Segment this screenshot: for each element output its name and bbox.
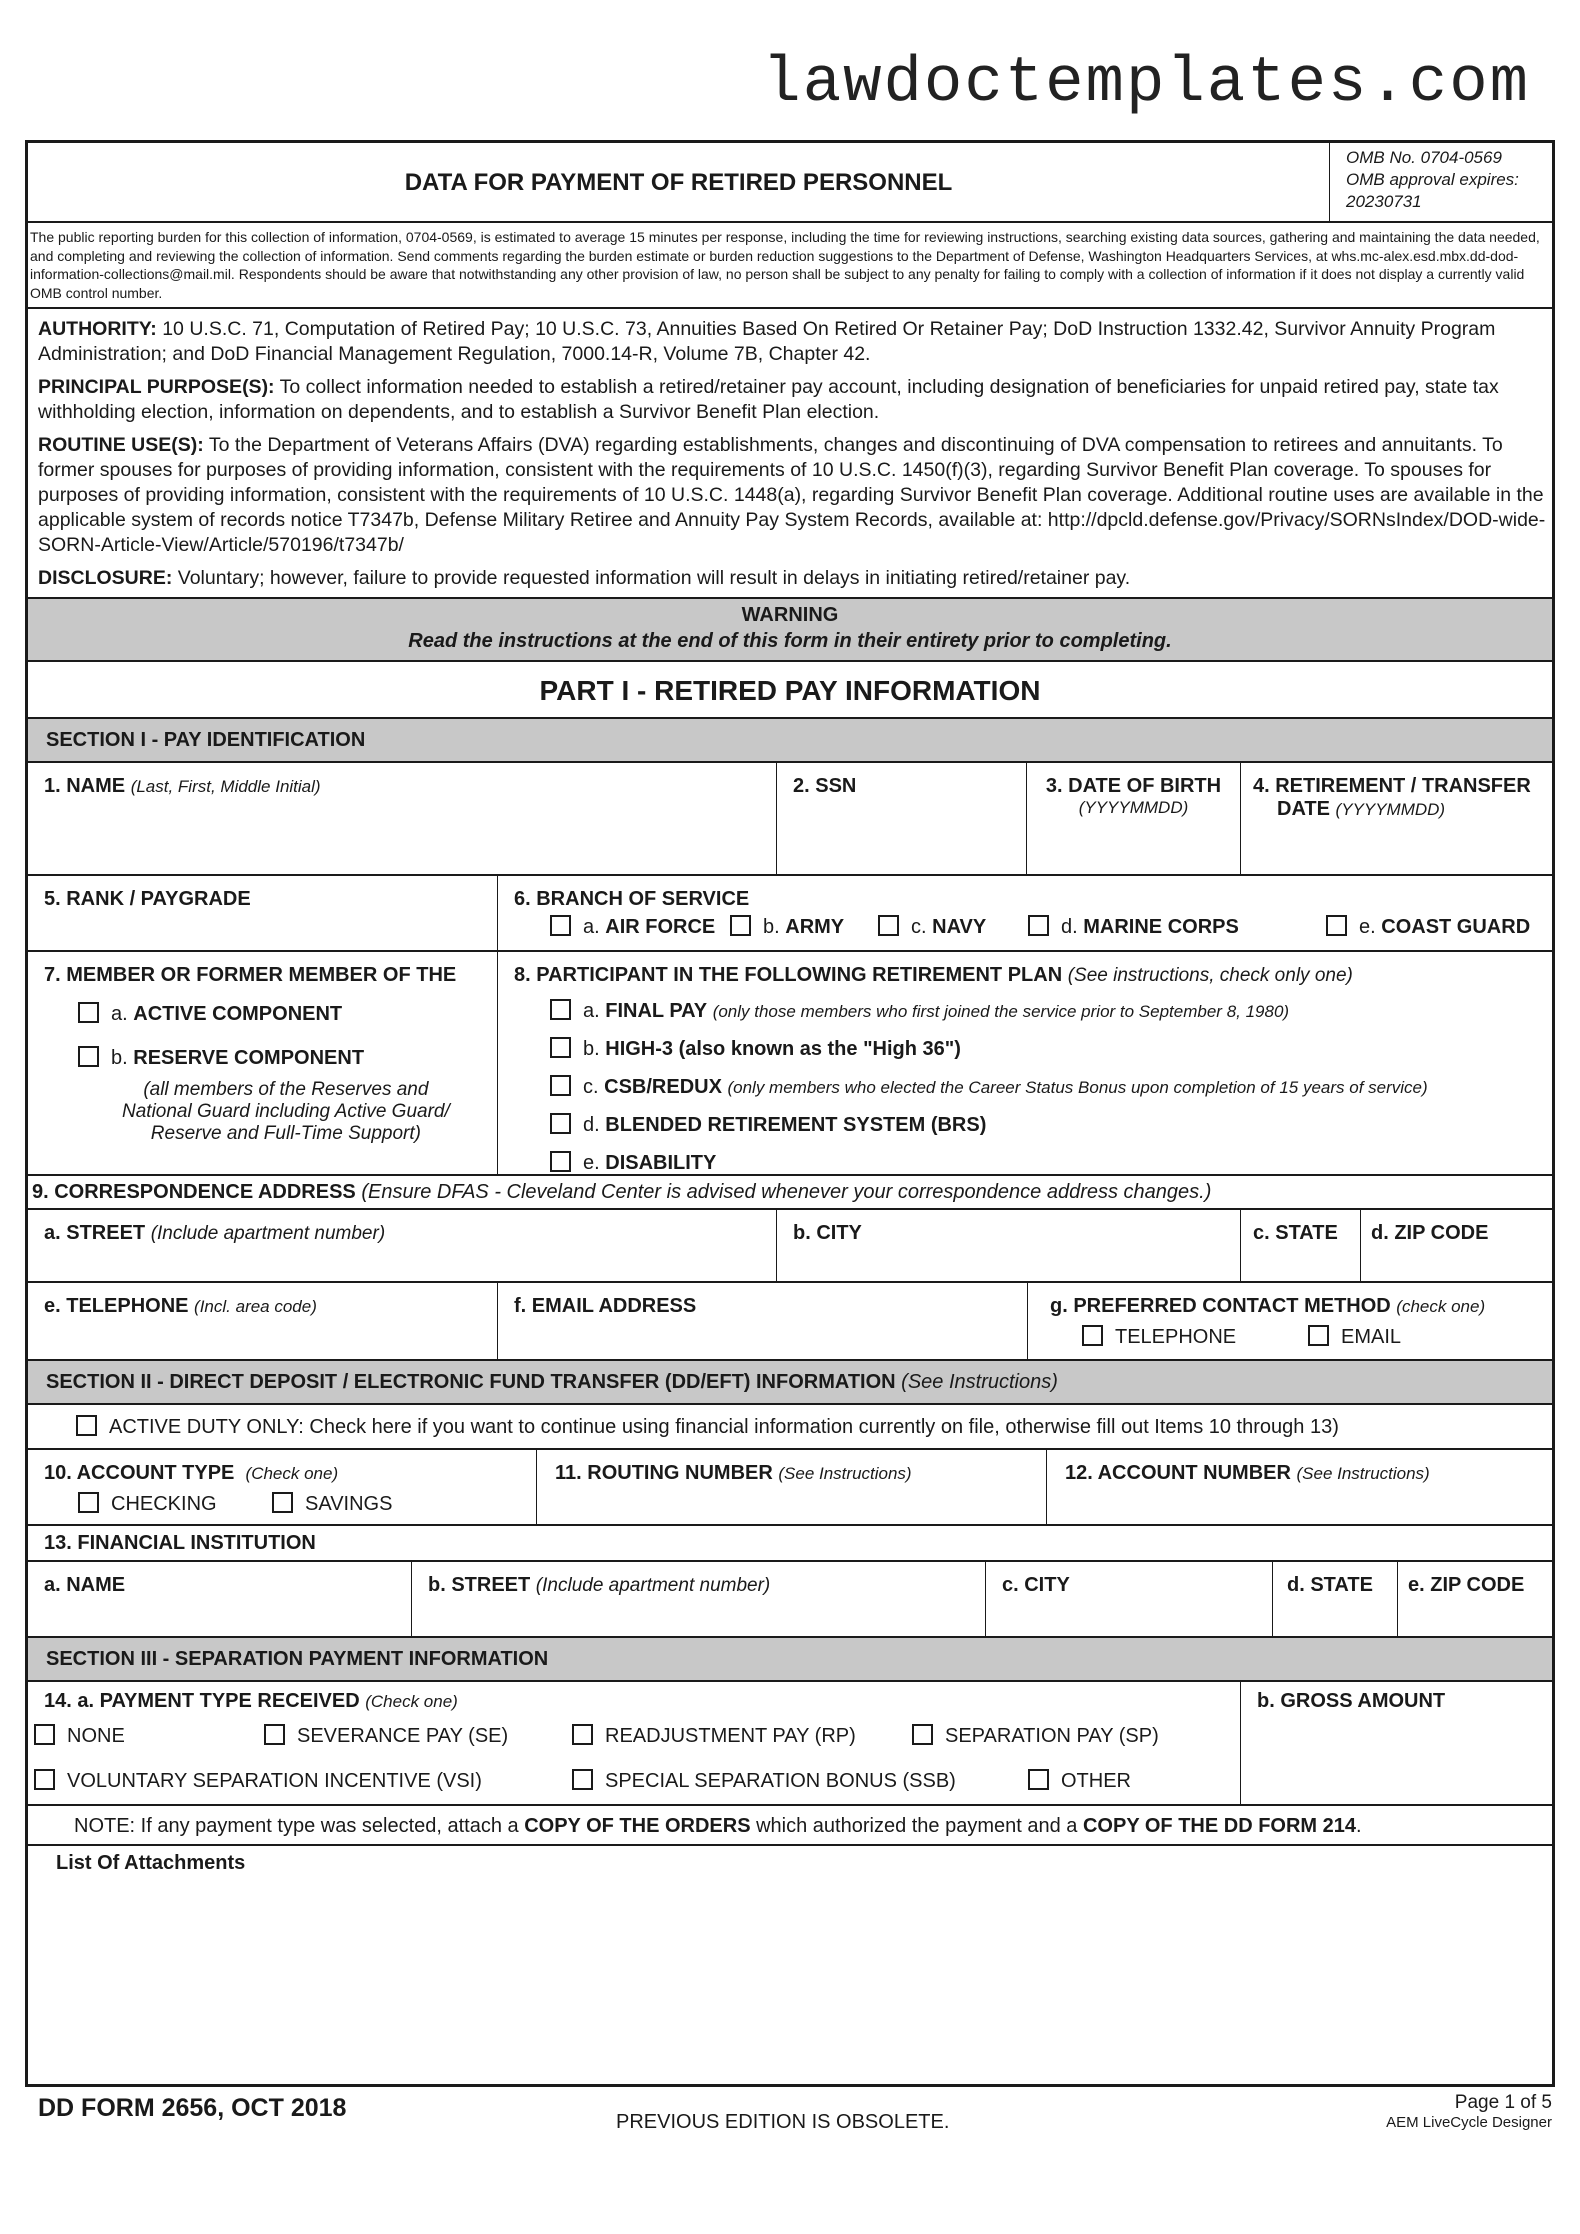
zip-field[interactable] [1361,1210,1552,1281]
checkbox-ssb[interactable] [572,1769,593,1790]
form-id: DD FORM 2656, OCT 2018 [38,2094,347,2122]
watermark: lawdoctemplates.com [762,48,1530,120]
branch-navy[interactable]: c. NAVY [878,915,986,939]
plan-hint: (See instructions, check only one) [1067,965,1353,986]
state-field[interactable] [1241,1210,1361,1281]
payment-type-row [28,1682,1552,1806]
email-label: f. EMAIL ADDRESS [514,1295,697,1317]
payment-type-hint: (Check one) [365,1692,458,1711]
plan-disability[interactable]: e. DISABILITY [550,1151,716,1175]
member-plan-row [28,952,1552,1176]
retirement-label-date: DATE [1277,798,1330,820]
section1-header [28,719,1552,763]
payment-type-label: 14. a. PAYMENT TYPE RECEIVED [44,1690,360,1712]
payment-none[interactable]: NONE [34,1724,125,1748]
rank-label: 5. RANK / PAYGRADE [44,888,251,910]
section2-header [28,1361,1552,1405]
branch-label: 6. BRANCH OF SERVICE [514,888,750,910]
checkbox-disability[interactable] [550,1151,571,1172]
ssn-label: 2. SSN [793,775,857,797]
routing-number-field[interactable] [537,1450,1047,1524]
checkbox-readjustment[interactable] [572,1724,593,1745]
street-hint: (Include apartment number) [150,1223,386,1244]
account-type-label: 10. ACCOUNT TYPE [44,1462,235,1484]
payment-readjustment[interactable]: READJUSTMENT PAY (RP) [572,1724,856,1748]
checkbox-separation[interactable] [912,1724,933,1745]
routing-label: 11. ROUTING NUMBER [555,1462,773,1484]
branch-coast-guard[interactable]: e. COAST GUARD [1326,915,1530,939]
financial-institution-label: 13. FINANCIAL INSTITUTION [44,1532,316,1554]
checkbox-savings[interactable] [272,1492,293,1513]
payment-note-row [28,1806,1552,1846]
obsolete-notice: PREVIOUS EDITION IS OBSOLETE. [616,2111,950,2133]
financial-institution-header [28,1526,1552,1562]
plan-csb-redux[interactable]: c. CSB/REDUX (only members who elected the Career Status Bonus upon completion of 15 years of service) [550,1075,1428,1099]
checkbox-vsi[interactable] [34,1769,55,1790]
checkbox-contact-telephone[interactable] [1082,1325,1103,1346]
address-label: 9. CORRESPONDENCE ADDRESS [32,1181,356,1203]
retirement-date-field[interactable] [1241,763,1552,874]
active-duty-row [28,1405,1552,1450]
contact-method-hint: (check one) [1396,1297,1486,1316]
checkbox-csb-redux[interactable] [550,1075,571,1096]
identification-row [28,763,1552,876]
contact-telephone[interactable]: TELEPHONE [1082,1325,1236,1349]
checkbox-checking[interactable] [78,1492,99,1513]
street-field[interactable] [28,1210,777,1281]
routine-uses-text: To the Department of Veterans Affairs (DVA) regarding establishments, changes and discontinuing of DVA compensation to retirees and annuitants. To former spouses for purposes of providing information, consistent with the requirements of 10 U.S.C. 1450(f)(3), regarding Survivor Benefit Plan coverage. To spouses for purposes of providing information, consistent with the requirements of 10 U.S.C. 1448(a), regarding Survivor Benefit Plan coverage. Additional routine uses are available in the applicable system of records notice T7347b, Defense Military Retiree and Annuity Pay System Records, available at: http://dpcld.defense.gov/Privacy/SORNsIndex/DOD-wide-SORN-Article-View/Article/570196/t7347b/ [38,434,1546,556]
section2-title: SECTION II - DIRECT DEPOSIT / ELECTRONIC FUND TRANSFER (DD/EFT) INFORMATION [46,1371,896,1393]
checkbox-payment-none[interactable] [34,1724,55,1745]
payment-vsi[interactable]: VOLUNTARY SEPARATION INCENTIVE (VSI) [34,1769,482,1793]
checkbox-high-3[interactable] [550,1037,571,1058]
checkbox-army[interactable] [730,915,751,936]
fi-city-label: c. CITY [1002,1574,1070,1596]
authority-text: 10 U.S.C. 71, Computation of Retired Pay; 10 U.S.C. 73, Annuities Based On Retired Or Retainer Pay; DoD Instruction 1332.42, Survivor Annuity Program Administration; and DoD Financial Management Regulation, 7000.14-R, Volume 7B, Chapter 42. [38,318,1496,365]
payment-note: NOTE: If any payment type was selected, attach a COPY OF THE ORDERS which authorized the payment and a COPY OF THE DD FORM 214. [74,1815,1362,1837]
checkbox-coast-guard[interactable] [1326,915,1347,936]
state-label: c. STATE [1253,1222,1338,1244]
telephone-field[interactable] [28,1283,498,1359]
payment-separation[interactable]: SEPARATION PAY (SP) [912,1724,1159,1748]
dob-label: 3. DATE OF BIRTH [1045,775,1222,797]
plan-high-3[interactable]: b. HIGH-3 (also known as the "High 36") [550,1037,961,1061]
omb-expiration-date: 20230731 [1346,192,1422,211]
title-row [28,143,1552,223]
designer-label: AEM LiveCycle Designer [1386,2114,1552,2131]
plan-label: 8. PARTICIPANT IN THE FOLLOWING RETIREMENT PLAN [514,964,1063,986]
branch-army[interactable]: b. ARMY [730,915,844,939]
city-field[interactable] [777,1210,1241,1281]
gross-amount-label: b. GROSS AMOUNT [1257,1690,1446,1712]
telephone-label: e. TELEPHONE [44,1295,189,1317]
page-number: Page 1 of 5 [1454,2092,1552,2113]
account-number-hint: (See Instructions) [1296,1464,1430,1483]
section1-title: SECTION I - PAY IDENTIFICATION [46,729,366,751]
dd-form-2656 [25,140,1555,2087]
warning-banner [28,599,1552,662]
name-hint: (Last, First, Middle Initial) [130,777,321,796]
branch-marine-corps[interactable]: d. MARINE CORPS [1028,915,1239,939]
fi-name-label: a. NAME [44,1574,126,1596]
reserve-note-line3: Reserve and Full-Time Support) [150,1123,421,1144]
part1-title: PART I - RETIRED PAY INFORMATION [539,675,1041,706]
member-label: 7. MEMBER OR FORMER MEMBER OF THE [44,964,457,986]
section3-title: SECTION III - SEPARATION PAYMENT INFORMATION [46,1648,549,1670]
telephone-hint: (Incl. area code) [194,1297,317,1316]
burden-statement: The public reporting burden for this collection of information, 0704-0569, is estimated to average 15 minutes per response, including the time for reviewing instructions, searching existing data sources, gathering and maintaining the data needed, and completing and reviewing the collection of information. Send comments regarding the burden estimate or burden reduction suggestions to the Department of Defense, Washington Headquarters Services, at whs.mc-alex.esd.mbx.dd-dod-information-collections@mail.mil. Respondents should be aware that notwithstanding any other provision of law, no person shall be subject to any penalty for failing to comply with a collection of information if it does not display a currently valid OMB control number. [30,229,1540,301]
disclosure-label: DISCLOSURE: [38,567,173,589]
contact-row [28,1283,1552,1361]
privacy-act-statement [28,309,1552,599]
plan-brs[interactable]: d. BLENDED RETIREMENT SYSTEM (BRS) [550,1113,986,1137]
rank-field[interactable] [28,876,498,950]
checkbox-active-duty[interactable] [76,1415,97,1436]
warning-text: Read the instructions at the end of this form in their entirety prior to completing. [408,630,1172,652]
checkbox-navy[interactable] [878,915,899,936]
account-number-field[interactable] [1047,1450,1552,1524]
authority-label: AUTHORITY: [38,318,157,340]
retirement-hint: (YYYYMMDD) [1335,800,1446,819]
checkbox-contact-email[interactable] [1308,1325,1329,1346]
account-row [28,1450,1552,1526]
routine-uses-label: ROUTINE USE(S): [38,434,204,456]
form-title: DATA FOR PAYMENT OF RETIRED PERSONNEL [404,169,953,196]
checkbox-brs[interactable] [550,1113,571,1134]
checkbox-air-force[interactable] [550,915,571,936]
branch-air-force[interactable]: a. AIR FORCE [550,915,715,939]
address-header-row [28,1176,1552,1210]
street-label: a. STREET [44,1222,146,1244]
fi-street-field[interactable] [412,1562,986,1636]
section2-hint: (See Instructions) [901,1371,1058,1393]
name-field[interactable] [28,763,777,874]
fi-state-field[interactable] [1273,1562,1398,1636]
fi-zip-label: e. ZIP CODE [1408,1574,1525,1596]
name-label: 1. NAME [44,775,126,797]
address-hint: (Ensure DFAS - Cleveland Center is advised whenever your correspondence address changes.) [361,1181,1212,1203]
gross-amount-field[interactable] [1241,1682,1552,1804]
fi-street-hint: (Include apartment number) [535,1575,771,1596]
date-of-birth-field[interactable] [1027,763,1241,874]
city-label: b. CITY [793,1222,862,1244]
fi-city-field[interactable] [986,1562,1273,1636]
attachments-area[interactable] [28,1846,1552,2084]
reserve-note-line1: (all members of the Reserves and [143,1079,429,1100]
purpose-label: PRINCIPAL PURPOSE(S): [38,376,275,398]
address-fields-row [28,1210,1552,1283]
payment-severance[interactable]: SEVERANCE PAY (SE) [264,1724,508,1748]
checkbox-active-component[interactable] [78,1002,99,1023]
rank-branch-row [28,876,1552,952]
fi-state-label: d. STATE [1287,1574,1373,1596]
payment-ssb[interactable]: SPECIAL SEPARATION BONUS (SSB) [572,1769,956,1793]
account-checking[interactable]: CHECKING [78,1492,217,1516]
account-type-hint: (Check one) [245,1464,339,1483]
warning-title: WARNING [741,604,839,626]
part1-header [28,662,1552,719]
fi-name-field[interactable] [28,1562,412,1636]
contact-email[interactable]: EMAIL [1308,1325,1401,1349]
email-field[interactable] [498,1283,1028,1359]
purpose-text: To collect information needed to establish a retired/retainer pay account, including designation of beneficiaries for unpaid retired pay, state tax withholding election, information on dependents, and to establish a Survivor Benefit Plan election. [38,376,1499,423]
financial-institution-fields [28,1562,1552,1638]
reserve-note-line2: National Guard including Active Guard/ [122,1101,450,1122]
checkbox-final-pay[interactable] [550,999,571,1020]
member-reserve-component[interactable]: b. RESERVE COMPONENT [78,1046,364,1070]
checkbox-reserve-component[interactable] [78,1046,99,1067]
active-duty-option[interactable]: ACTIVE DUTY ONLY: Check here if you want to continue using financial information currently on file, otherwise fill out Items 10 through 13) [76,1415,1339,1439]
ssn-field[interactable] [777,763,1027,874]
attachments-label: List Of Attachments [56,1852,246,1874]
fi-street-label: b. STREET [428,1574,531,1596]
checkbox-severance[interactable] [264,1724,285,1745]
checkbox-other[interactable] [1028,1769,1049,1790]
plan-final-pay[interactable]: a. FINAL PAY (only those members who first joined the service prior to September 8, 1980) [550,999,1289,1023]
account-number-label: 12. ACCOUNT NUMBER [1065,1462,1291,1484]
dob-hint: (YYYYMMDD) [1078,798,1189,817]
routing-hint: (See Instructions) [778,1464,912,1483]
fi-zip-field[interactable] [1398,1562,1552,1636]
omb-approval-label: OMB approval expires: [1346,170,1519,189]
retirement-label: 4. RETIREMENT / TRANSFER [1253,775,1531,797]
omb-number: OMB No. 0704-0569 [1346,148,1502,167]
zip-label: d. ZIP CODE [1371,1222,1489,1244]
member-active-component[interactable]: a. ACTIVE COMPONENT [78,1002,342,1026]
contact-method-label: g. PREFERRED CONTACT METHOD [1050,1295,1391,1317]
checkbox-marine-corps[interactable] [1028,915,1049,936]
payment-other[interactable]: OTHER [1028,1769,1131,1793]
burden-statement-row [28,223,1552,309]
account-savings[interactable]: SAVINGS [272,1492,392,1516]
section3-header [28,1638,1552,1682]
disclosure-text: Voluntary; however, failure to provide requested information will result in delays in initiating retired/retainer pay. [172,567,1131,589]
